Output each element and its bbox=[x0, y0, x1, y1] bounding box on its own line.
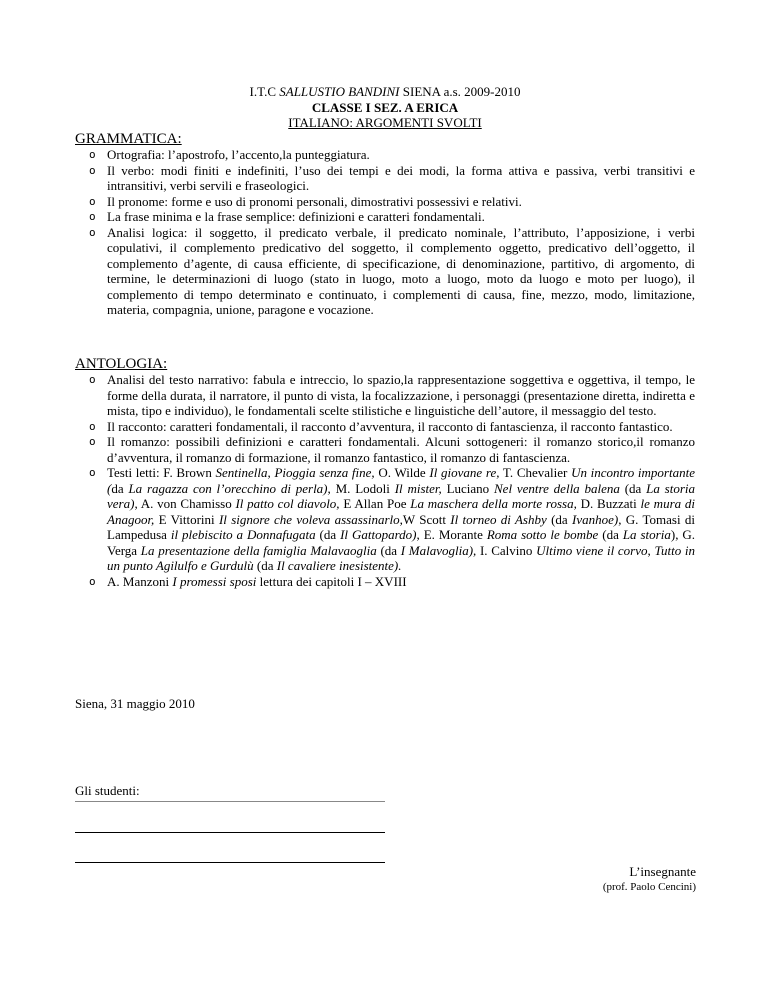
title-text: La maschera della morte rossa, bbox=[410, 496, 577, 511]
title-text: le mura di Anagoor, bbox=[107, 496, 696, 527]
grammatica-title: GRAMMATICA: bbox=[75, 131, 182, 147]
antologia-item: o Il romanzo: possibili definizioni e caratteri fondamentali. Alcuni sottogeneri: il romanzo storico,il romanzo d’avventura, il romanzo di formazione, il romanzo fantastico, il romanzo di fantascienza. bbox=[75, 434, 695, 465]
title-text: La storia bbox=[622, 527, 671, 542]
plain-text: O. Wilde bbox=[374, 465, 430, 480]
antologia-item: o Il racconto: caratteri fondamentali, il racconto d’avventura, il racconto di fantascienza, il racconto fantastico. bbox=[75, 419, 695, 435]
plain-text: lettura dei capitoli I – XVIII bbox=[256, 573, 407, 589]
plain-text: da bbox=[111, 480, 129, 496]
title-text: Ivanhoe) bbox=[572, 511, 619, 527]
title-text: Ultimo viene il corvo bbox=[536, 542, 648, 558]
header-prefix: I.T.C bbox=[249, 84, 280, 99]
plain-text: A. Manzoni bbox=[107, 573, 173, 589]
title-text: La storia vera) bbox=[107, 480, 695, 511]
teacher-label: L’insegnante bbox=[629, 864, 696, 879]
title-text: Il torneo di Ashby bbox=[450, 511, 547, 527]
document-header bbox=[75, 84, 695, 131]
title-text: I promessi sposi bbox=[172, 573, 257, 589]
plain-text: (da bbox=[315, 527, 341, 542]
title-text: La ragazza con l’orecchino di perla), bbox=[128, 480, 331, 496]
title-text: I Malavoglia), bbox=[400, 542, 477, 558]
plain-text: E Vittorini bbox=[154, 511, 219, 527]
plain-text: , bbox=[647, 542, 655, 558]
grammatica-list bbox=[75, 147, 695, 318]
title-text: Tutto in un punto Agilulfo e Gurdulù bbox=[107, 542, 695, 573]
teacher-name: (prof. Paolo Cencini) bbox=[602, 881, 696, 893]
grammatica-item: o La frase minima e la frase semplice: definizioni e caratteri fondamentali. bbox=[75, 209, 695, 225]
plain-text: E Allan Poe bbox=[339, 496, 411, 511]
grammatica-item: o Analisi logica: il soggetto, il predicato verbale, il predicato nominale, l’attributo, l’apposizione, i verbi copulativi, il complemento predicativo del soggetto, il complemento oggetto, predicativo dell’oggetto, il complemento d’agente, di causa efficiente, di specificazione, di denominazione, partitivo, di argomento, di termine, le determinazioni di luogo (stato in luogo, moto a luogo, moto da luogo e moto per luogo), il complemento di tempo determinato e continuato, i complementi di causa, fine, mezzo, modo, limitazione, materia, compagnia, unione, paragone e vocazione. bbox=[75, 225, 695, 318]
plain-text: Testi letti: F. Brown bbox=[107, 465, 216, 480]
title-text: Il signore che voleva assassinarlo, bbox=[218, 511, 403, 527]
title-text: Sentinella, Pioggia senza fine, bbox=[215, 465, 375, 480]
grammatica-item: o Ortografia: l’apostrofo, l’accento,la punteggiatura. bbox=[75, 147, 695, 163]
title-text: Il Gattopardo) bbox=[340, 527, 417, 542]
title-text: Roma sotto le bombe bbox=[486, 527, 599, 542]
place-date: Siena, 31 maggio 2010 bbox=[75, 696, 195, 711]
title-text: Il giovane re, bbox=[429, 465, 500, 480]
students-label: Gli studenti: bbox=[75, 783, 140, 798]
title-text: Un incontro importante ( bbox=[107, 465, 695, 496]
plain-text: D. Buzzati bbox=[576, 496, 641, 511]
plain-text: ), G. Verga bbox=[107, 527, 696, 558]
grammatica-item: o Il verbo: modi finiti e indefiniti, l’uso dei tempi e dei modi, la forma attiva e passiva, verbi transitivi e intransitivi, verbi servili e fraseologici. bbox=[75, 163, 695, 194]
plain-text: (da bbox=[376, 542, 401, 558]
antologia-list bbox=[75, 372, 695, 589]
school-line bbox=[75, 84, 695, 100]
antologia-title: ANTOLOGIA: bbox=[75, 356, 168, 372]
header-year: SIENA a.s. 2009-2010 bbox=[399, 84, 521, 99]
title-text: Il cavaliere inesistente). bbox=[276, 558, 402, 573]
subject-line: ITALIANO: ARGOMENTI SVOLTI bbox=[288, 115, 482, 130]
plain-text: (da bbox=[253, 558, 277, 573]
plain-text: I. Calvino bbox=[476, 542, 537, 558]
plain-text: M. Lodoli bbox=[330, 480, 395, 496]
antologia-item: o Analisi del testo narrativo: fabula e intreccio, lo spazio,la rappresentazione soggettiva e oggettiva, il tempo, le forme della durata, il narratore, il punto di vista, la focalizzazione, i personaggi (presentazione diretta, indiretta e mista, tipo e individuo), le fondamentali scelte stilistiche e linguistiche dell’autore, il messaggio del testo. bbox=[75, 372, 695, 419]
plain-text: W Scott bbox=[402, 511, 451, 527]
title-text: Nel ventre della balena bbox=[494, 480, 620, 496]
class-line: CLASSE I SEZ. A ERICA bbox=[311, 99, 459, 115]
plain-text: Luciano bbox=[441, 480, 494, 496]
grammatica-item: o Il pronome: forme e uso di pronomi personali, dimostrativi possessivi e relativi. bbox=[75, 194, 695, 210]
signature-line bbox=[75, 801, 385, 802]
title-text: Il patto col diavolo, bbox=[235, 496, 340, 511]
plain-text: (da bbox=[598, 527, 623, 542]
plain-text: , A. von Chamisso bbox=[134, 496, 236, 511]
plain-text: , E. Morante bbox=[416, 527, 487, 542]
title-text: Il mister, bbox=[394, 480, 442, 496]
antologia-item-manzoni bbox=[75, 574, 695, 590]
plain-text: (da bbox=[546, 511, 572, 527]
signature-line bbox=[75, 832, 385, 833]
title-text: La presentazione della famiglia Malavaoglia bbox=[140, 542, 377, 558]
plain-text: , G. Tomasi di Lampedusa bbox=[107, 511, 695, 542]
antologia-item-testi bbox=[75, 465, 695, 574]
signature-line bbox=[75, 862, 385, 863]
school-name: SALLUSTIO BANDINI bbox=[279, 84, 400, 99]
plain-text: (da bbox=[619, 480, 647, 496]
plain-text: T. Chevalier bbox=[499, 465, 572, 480]
title-text: il plebiscito a Donnafugata bbox=[170, 527, 316, 542]
